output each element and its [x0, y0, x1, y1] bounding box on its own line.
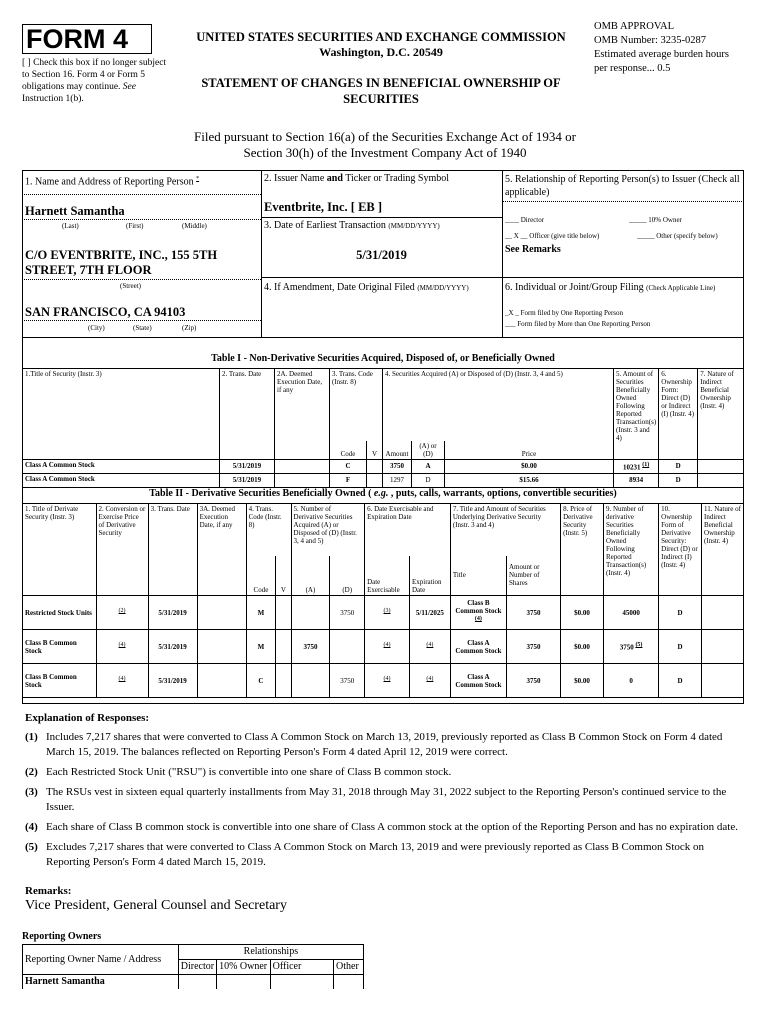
- owners-h-officer: Officer: [270, 960, 333, 975]
- owners-h-10pct: 10% Owner: [217, 960, 271, 975]
- reporting-person-street: C/O EVENTBRITE, INC., 155 5TH STREET, 7TH FLOOR: [25, 248, 218, 277]
- t2-h-number: 5. Number of Derivative Securities Acquired (A) or Disposed of (D) (Instr. 3, 4 and 5): [291, 504, 365, 556]
- t2-h-nature: 11. Nature of Indirect Beneficial Ownership (Instr. 4): [702, 504, 744, 596]
- t1-h-aord: (A) or (D): [412, 441, 445, 460]
- box6-label: 6. Individual or Joint/Group Filing (Check Applicable Line): [505, 282, 716, 293]
- omb-box: [594, 20, 744, 76]
- box1-label: 1. Name and Address of Reporting Person *: [25, 176, 200, 188]
- filing-one-person: _X _ Form filed by One Reporting Person: [505, 309, 624, 317]
- relationship-10pct-owner: _____ 10% Owner: [629, 216, 682, 224]
- omb-number: OMB Number: 3235-0287: [594, 35, 706, 46]
- table1: [22, 368, 744, 488]
- explanation-note: (2) Each Restricted Stock Unit ("RSU") is convertible into one share of Class B common stock.: [25, 766, 452, 778]
- explanation-note: (5) Excludes 7,217 shares that were converted to Class A Common Stock on March 13, 2019 and were previously reported as Class B Common Stock on Reporting Person's Form 4 dated March 15, 2019.: [25, 841, 705, 868]
- remarks-title: Remarks:: [25, 885, 72, 897]
- table-row: Class B Common Stock (4) 5/31/2019 M 3750 (4) (4) Class A Common Stock 3750 $0.00 3750 (5) D: [23, 630, 744, 664]
- owner-name: Harnett Samantha: [23, 975, 179, 990]
- explanation-note: (3) The RSUs vest in sixteen equal quarterly installments from May 31, 2018 through May 31, 2022 subject to the Reporting Person's continued service to the Issuer.: [25, 786, 727, 813]
- relationship-officer: __ X __ Officer (give title below): [505, 232, 600, 240]
- t1-h-title: 1.Title of Security (Instr. 3): [23, 369, 220, 460]
- footnote-link[interactable]: (4): [426, 642, 434, 649]
- t1-h-code: 3. Trans. Code (Instr. 8): [330, 369, 383, 441]
- footnote-link[interactable]: (4): [474, 616, 482, 623]
- issuer-name: Eventbrite, Inc. [ EB ]: [264, 200, 383, 214]
- box3-label: 3. Date of Earliest Transaction (MM/DD/YYYY): [264, 220, 440, 231]
- reporting-person-city: SAN FRANCISCO, CA 94103: [25, 305, 186, 319]
- label-last: (Last): [62, 222, 79, 230]
- t2-h-conv: 2. Conversion or Exercise Price of Derivative Security: [96, 504, 148, 596]
- t2-h-date: 3. Trans. Date: [148, 504, 197, 596]
- explanation-notes: [25, 730, 740, 875]
- explanation-title: Explanation of Responses:: [25, 712, 150, 724]
- agency-name: UNITED STATES SECURITIES AND EXCHANGE COMMISSION: [196, 30, 566, 44]
- label-state: (State): [133, 324, 152, 332]
- t1-h-owned: 5. Amount of Securities Beneficially Owned Following Reported Transaction(s) (Instr. 3 and 4): [614, 369, 659, 460]
- label-first: (First): [126, 222, 144, 230]
- explanation-note: (1) Includes 7,217 shares that were converted to Class A Common Stock on March 13, 2019, previously reported as Class B Common Stock on Form 4 dated March 15, 2019. The balances reflected on Reporting Person's Form 4 dated April 12, 2019 were correct.: [25, 731, 723, 758]
- t2-h-price: 8. Price of Derivative Security (Instr. 5): [561, 504, 604, 596]
- table-row: Class A Common Stock 5/31/2019 F 1297 D $15.66 8934 D: [23, 473, 744, 487]
- table-row: [23, 975, 364, 990]
- footnote-link[interactable]: (4): [383, 676, 391, 683]
- box2-label: 2. Issuer Name and Ticker or Trading Symbol: [264, 173, 450, 184]
- remarks-text: Vice President, General Counsel and Secretary: [25, 898, 287, 913]
- form-title-box: [22, 24, 152, 54]
- t1-h-amount: Amount: [383, 441, 412, 460]
- footnote-link[interactable]: (4): [118, 642, 126, 649]
- table2: 1. Title of Derivate Security (Instr. 3) 2. Conversion or Exercise Price of Derivative Security 3. Trans. Date 3A. Deemed Execution Date, if any 4. Trans. Code (Instr. 8) 5. Number of Derivative Securities Acquired (A) or Disposed of (D) (Instr. 3, 4 and 5) 6. Date Exercisable and Expiration Date 7. Title and Amount of Securities Underlying Derivative Security (Instr. 3 and 4) 8. Price of Derivative Security (Instr. 5) 9. Number of derivative Securities Beneficially Owned Following Reported Transaction(s) (Instr. 4) 10. Ownership Form of Derivative Security: Direct (D) or Indirect (I) (Instr. 4) 11. Nature of Indirect Beneficial Ownership (Instr. 4) Code V (A) (D) Date Exercisable Expiration Date Title Amount or Number of Shares Restricted Stock Units (2) 5/31/2019 M 3750 (3) 5/11/2025 Class B Common Stock (4) 3750 $0.00 45000 D Class B Common Stock (4) 5/31/2019 M 3750 (4) (4) Class A Common Stock 3750 $0.00 3750 (5) D Class B Common Stock (4) 5/31/2019 C 3750 (4) (4) Class A Common Stock 3750 $0.00 0 D: [22, 503, 744, 698]
- reporting-owners-title: Reporting Owners: [22, 931, 102, 942]
- t2-h-title: 1. Title of Derivate Security (Instr. 3): [23, 504, 97, 596]
- owners-h-other: Other: [334, 960, 364, 975]
- t2-h-underlying: 7. Title and Amount of Securities Underlying Derivative Security (Instr. 3 and 4): [450, 504, 560, 556]
- box4-label: 4. If Amendment, Date Original Filed (MM/DD/YYYY): [264, 282, 469, 293]
- t2-h-exercisable: 6. Date Exercisable and Expiration Date: [365, 504, 451, 556]
- footnote-link[interactable]: (4): [383, 642, 391, 649]
- form-title: FORM 4: [26, 24, 129, 54]
- owners-h-name: Reporting Owner Name / Address: [23, 945, 179, 975]
- footnote-link[interactable]: (1): [642, 461, 650, 468]
- t1-h-nature: 7. Nature of Indirect Beneficial Ownership (Instr. 4): [698, 369, 744, 460]
- reporting-person-name: Harnett Samantha: [25, 204, 125, 218]
- table-row: Class B Common Stock (4) 5/31/2019 C 3750 (4) (4) Class A Common Stock 3750 $0.00 0 D: [23, 664, 744, 698]
- statement-title: STATEMENT OF CHANGES IN BENEFICIAL OWNERSHIP OF SECURITIES: [201, 76, 561, 106]
- footnote-link[interactable]: (4): [426, 676, 434, 683]
- t1-h-acquired: 4. Securities Acquired (A) or Disposed of (D) (Instr. 3, 4 and 5): [383, 369, 614, 441]
- filing-more-persons: ___ Form filed by More than One Reporting Person: [505, 320, 651, 328]
- t2-h-deemed: 3A. Deemed Execution Date, if any: [197, 504, 246, 596]
- t2-h-owned: 9. Number of derivative Securities Beneficially Owned Following Reported Transaction(s) (Instr. 4): [604, 504, 659, 596]
- t2-h-form: 10. Ownership Form of Derivative Security: Direct (D) or Indirect (I) (Instr. 4): [659, 504, 702, 596]
- earliest-transaction-date: 5/31/2019: [356, 248, 407, 262]
- agency-city: Washington, D.C. 20549: [319, 45, 443, 59]
- label-street: (Street): [120, 282, 141, 290]
- check-box-note: [ ] Check this box if no longer subject to Section 16. Form 4 or Form 5 obligations may continue. See Instruction 1(b).: [22, 58, 167, 104]
- table2-title: Table II - Derivative Securities Beneficially Owned ( e.g. , puts, calls, warrants, options, convertible securities): [149, 488, 617, 499]
- label-middle: (Middle): [182, 222, 207, 230]
- table-row: Restricted Stock Units (2) 5/31/2019 M 3750 (3) 5/11/2025 Class B Common Stock (4) 3750 $0.00 45000 D: [23, 596, 744, 630]
- t1-h-deemed: 2A. Deemed Execution Date, if any: [275, 369, 330, 460]
- explanation-note: (4) Each share of Class B common stock is convertible into one share of Class A common stock at the option of the Reporting Person and has no expiration date.: [25, 821, 738, 833]
- t1-h-date: 2. Trans. Date: [220, 369, 275, 460]
- reporting-owners-table: [22, 944, 364, 989]
- t1-h-v: V: [367, 441, 383, 460]
- relationship-other: _____ Other (specify below): [637, 232, 718, 240]
- footnote-link[interactable]: (3): [383, 608, 391, 615]
- t1-h-code-sub: Code: [330, 441, 367, 460]
- see-remarks: See Remarks: [505, 244, 561, 255]
- t2-h-code: 4. Trans. Code (Instr. 8): [246, 504, 291, 556]
- footnote-link[interactable]: (2): [118, 608, 126, 615]
- relationship-director: ____ Director: [505, 216, 545, 224]
- omb-burden: Estimated average burden hours per response... 0.5: [594, 49, 729, 74]
- table-row: Class A Common Stock 5/31/2019 C 3750 A $0.00 10231 (1) D: [23, 459, 744, 473]
- box5-label: 5. Relationship of Reporting Person(s) to Issuer (Check all applicable): [505, 174, 740, 198]
- omb-title: OMB APPROVAL: [594, 21, 675, 32]
- owners-h-director: Director: [178, 960, 216, 975]
- t1-h-form: 6. Ownership Form: Direct (D) or Indirect (I) (Instr. 4): [659, 369, 698, 460]
- footnote-link[interactable]: (4): [118, 676, 126, 683]
- footnote-link[interactable]: (5): [635, 642, 643, 649]
- label-city: (City): [88, 324, 105, 332]
- filed-pursuant: Filed pursuant to Section 16(a) of the Securities Exchange Act of 1934 or Section 30(h) of the Investment Company Act of 1940: [194, 129, 576, 160]
- table1-title: Table I - Non-Derivative Securities Acquired, Disposed of, or Beneficially Owned: [211, 353, 555, 364]
- t1-h-price: Price: [445, 441, 614, 460]
- label-zip: (Zip): [182, 324, 197, 332]
- owners-h-relationships: Relationships: [178, 945, 363, 960]
